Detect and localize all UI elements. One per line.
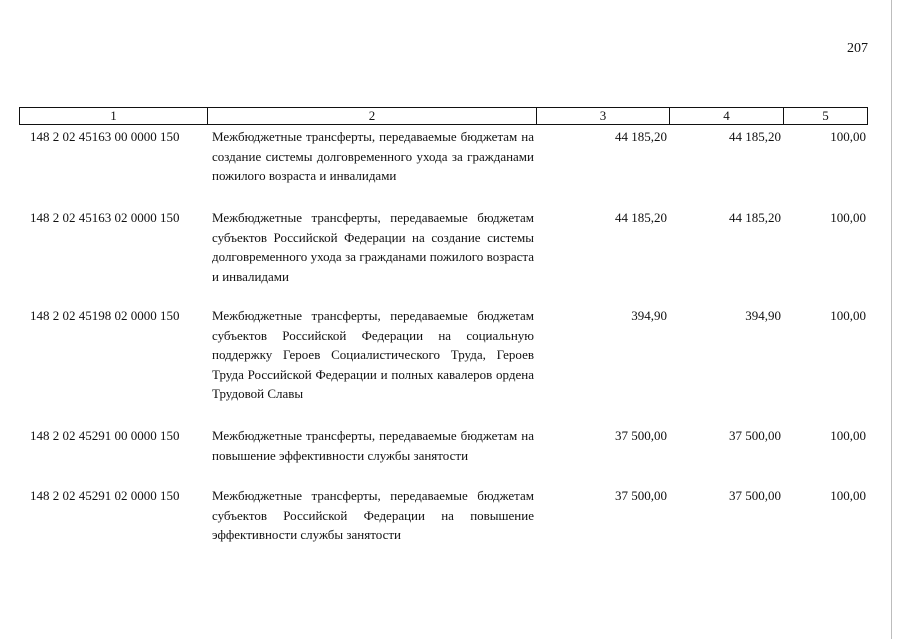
header-col-3: 3 — [537, 108, 670, 124]
row-description: Межбюджетные трансферты, передаваемые бюджетам субъектов Российской Федерации на создание системы долговременного ухода за гражданами пожилого возраста и инвалидами — [212, 210, 534, 284]
value-col-4: 394,90 — [745, 308, 781, 323]
page-right-edge — [891, 0, 892, 639]
budget-code: 148 2 02 45291 00 0000 150 — [30, 428, 180, 443]
value-col-4: 37 500,00 — [729, 488, 781, 503]
value-col-5: 100,00 — [830, 488, 866, 503]
value-col-5: 100,00 — [830, 428, 866, 443]
value-col-5: 100,00 — [830, 210, 866, 225]
budget-code: 148 2 02 45198 02 0000 150 — [30, 308, 180, 323]
value-col-4: 44 185,20 — [729, 129, 781, 144]
value-col-5: 100,00 — [830, 308, 866, 323]
value-col-5: 100,00 — [830, 129, 866, 144]
row-description: Межбюджетные трансферты, передаваемые бюджетам на повышение эффективности службы занятости — [212, 428, 534, 463]
value-col-3: 44 185,20 — [615, 210, 667, 225]
row-description: Межбюджетные трансферты, передаваемые бюджетам субъектов Российской Федерации на повышение эффективности службы занятости — [212, 488, 534, 542]
value-col-4: 37 500,00 — [729, 428, 781, 443]
header-col-4: 4 — [670, 108, 784, 124]
value-col-3: 394,90 — [631, 308, 667, 323]
value-col-4: 44 185,20 — [729, 210, 781, 225]
header-col-1: 1 — [20, 108, 208, 124]
value-col-3: 37 500,00 — [615, 428, 667, 443]
page-number: 207 — [847, 41, 868, 56]
row-description: Межбюджетные трансферты, передаваемые бюджетам на создание системы долговременного ухода за гражданами пожилого возраста и инвалидами — [212, 129, 534, 183]
header-col-2: 2 — [208, 108, 537, 124]
value-col-3: 37 500,00 — [615, 488, 667, 503]
table-header — [19, 107, 868, 125]
budget-code: 148 2 02 45163 02 0000 150 — [30, 210, 180, 225]
budget-code: 148 2 02 45163 00 0000 150 — [30, 129, 180, 144]
header-col-5: 5 — [822, 108, 829, 123]
value-col-3: 44 185,20 — [615, 129, 667, 144]
budget-code: 148 2 02 45291 02 0000 150 — [30, 488, 180, 503]
row-description: Межбюджетные трансферты, передаваемые бюджетам субъектов Российской Федерации на социальную поддержку Героев Социалистического Труда, Героев Труда Российской Федерации и полных кавалеров ордена Трудовой Славы — [212, 308, 534, 401]
